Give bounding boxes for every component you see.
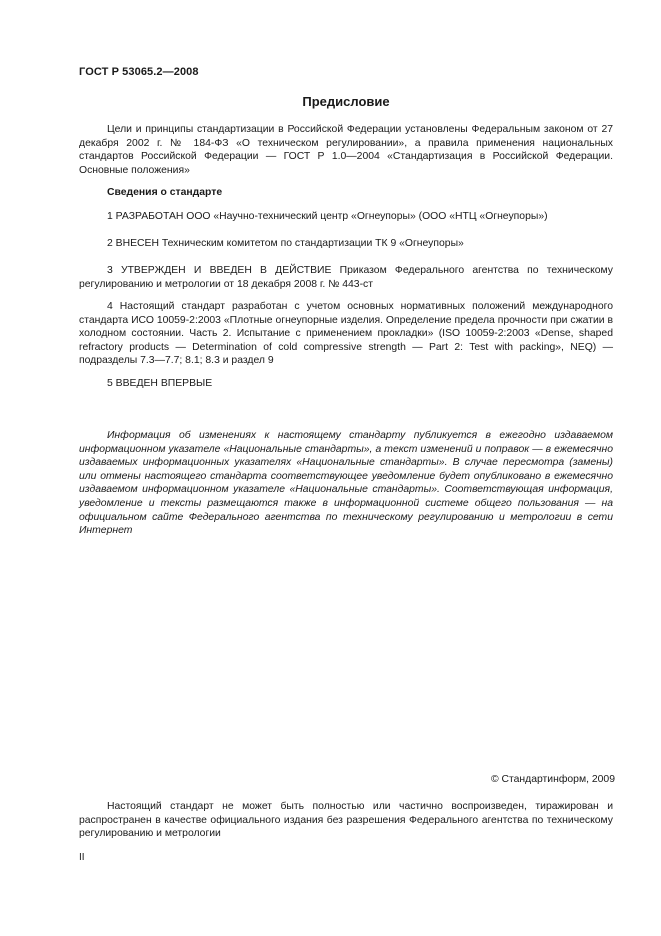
info-item-3: 3 УТВЕРЖДЕН И ВВЕДЕН В ДЕЙСТВИЕ Приказом Федерального агентства по техническому регулированию и метрологии от 18 декабря 2008 г. № 443-ст — [79, 265, 613, 290]
info-heading: Сведения о стандарте — [107, 187, 223, 198]
reproduction-notice: Настоящий стандарт не может быть полностью или частично воспроизведен, тиражирован и распространен в качестве официального издания без разрешения Федерального агентства по техническому регулированию и метрологии — [79, 801, 613, 840]
page-title: Предисловие — [302, 94, 390, 109]
document-id: ГОСТ Р 53065.2—2008 — [79, 66, 199, 78]
page-number: II — [79, 852, 85, 863]
info-item-5: 5 ВВЕДЕН ВПЕРВЫЕ — [107, 378, 213, 389]
info-item-2: 2 ВНЕСЕН Техническим комитетом по стандартизации ТК 9 «Огнеупоры» — [107, 238, 464, 249]
changes-notice: Информация об изменениях к настоящему стандарту публикуется в ежегодно издаваемом информационном указателе «Национальные стандарты», а текст изменений и поправок — в ежемесячно издаваемых информационных указателях «Национальные стандарты». В случае пересмотра (замены) или отмены настоящего стандарта соответствующее уведомление будет опубликовано в ежемесячно издаваемом информационном указателе «Национальные стандарты». Соответствующая информация, уведомление и тексты размещаются также в информационной системе общего пользования — на официальном сайте Федерального агентства по техническому регулированию и метрологии в сети Интернет — [79, 430, 613, 537]
intro-paragraph: Цели и принципы стандартизации в Российской Федерации установлены Федеральным законом от 27 декабря 2002 г. № 184-ФЗ «О техническом регулировании», а правила применения национальных стандартов Российской Федерации — ГОСТ Р 1.0—2004 «Стандартизация в Российской Федерации. Основные положения» — [79, 124, 613, 176]
copyright-line: © Стандартинформ, 2009 — [490, 774, 615, 785]
info-item-4: 4 Настоящий стандарт разработан с учетом основных нормативных положений международного стандарта ИСО 10059-2:2003 «Плотные огнеупорные изделия. Определение предела прочности при сжатии в холодном состоянии. Часть 2. Испытание с применением прокладки» (ISO 10059-2:2003 «Dense, shaped refractory products — Determination of cold compressive strength — Part 2: Test with packing», NEQ) — подразделы 7.3—7.7; 8.1; 8.3 и раздел 9 — [79, 301, 613, 367]
info-item-1: 1 РАЗРАБОТАН ООО «Научно-технический центр «Огнеупоры» (ООО «НТЦ «Огнеупоры») — [107, 211, 548, 222]
